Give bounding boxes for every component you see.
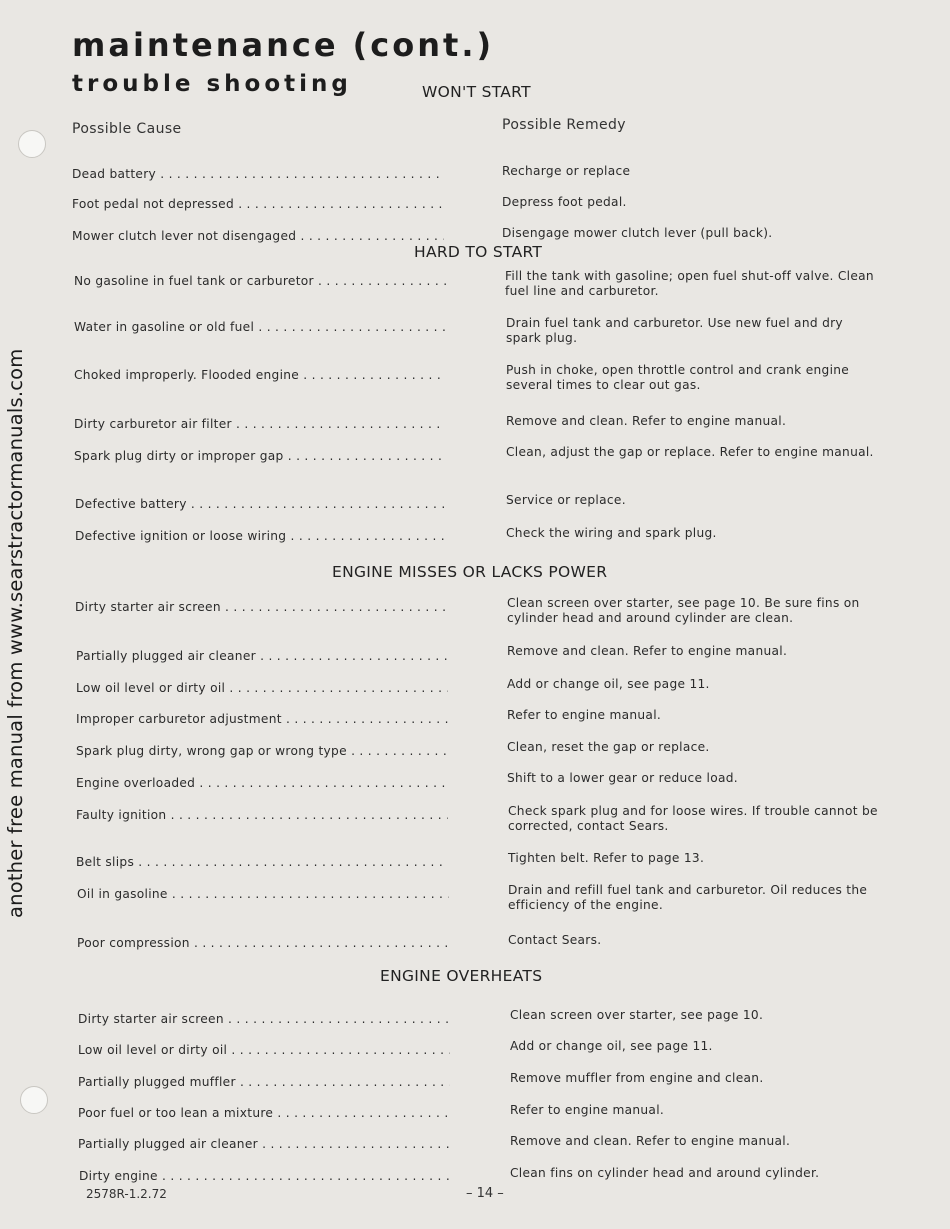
cause-text: Low oil level or dirty oil . . . [78, 1043, 450, 1057]
remedy-text: Check the wiring and spark plug. [506, 526, 717, 540]
remedy-text: Add or change oil, see page 11. [507, 677, 710, 691]
document-code: 2578R-1.2.72 [86, 1187, 167, 1201]
remedy-text: Clean fins on cylinder head and around cylinder. [510, 1166, 820, 1180]
remedy-text: Add or change oil, see page 11. [510, 1039, 713, 1053]
remedy-text: Contact Sears. [508, 933, 602, 947]
column-header-cause: Possible Cause [72, 121, 182, 137]
remedy-text: Remove and clean. Refer to engine manual. [506, 414, 787, 428]
remedy-text: Remove and clean. Refer to engine manual. [507, 644, 788, 658]
remedy-text: Push in choke, open throttle control and crank engine several times to clear out gas. [506, 363, 850, 392]
cause-text: Dirty engine . . . [79, 1169, 451, 1183]
remedy-text: Depress foot pedal. [502, 195, 627, 209]
remedy-text: Refer to engine manual. [507, 708, 662, 722]
remedy-text: Remove muffler from engine and clean. [510, 1071, 764, 1085]
cause-text: Water in gasoline or old fuel . . . [74, 320, 446, 334]
section-heading-hard-to-start: HARD TO START [414, 243, 543, 261]
cause-text: Choked improperly. Flooded engine . . . [74, 368, 446, 382]
cause-text: Faulty ignition . . . [76, 808, 448, 822]
cause-text: Dirty carburetor air filter . . . [74, 417, 446, 431]
remedy-text: Drain and refill fuel tank and carburetor. Oil reduces the efficiency of the engine. [508, 883, 868, 912]
remedy-text: Shift to a lower gear or reduce load. [507, 771, 738, 785]
remedy-text: Disengage mower clutch lever (pull back). [502, 226, 773, 240]
section-heading-engine-overheats: ENGINE OVERHEATS [380, 967, 543, 985]
cause-text: Dirty starter air screen . . . [75, 600, 447, 614]
page-subtitle: trouble shooting [72, 71, 352, 97]
cause-text: Dead battery . . . [72, 167, 444, 181]
remedy-text: Clean screen over starter, see page 10. Be sure fins on cylinder head and around cylinder are clean. [507, 596, 860, 625]
cause-text: Oil in gasoline . . . [77, 887, 449, 901]
binder-hole [18, 130, 46, 158]
cause-text: Poor compression . . . [77, 936, 449, 950]
cause-text: Improper carburetor adjustment . . . [76, 712, 448, 726]
cause-text: Spark plug dirty, wrong gap or wrong type . . . [76, 744, 448, 758]
cause-text: Engine overloaded . . . [76, 776, 448, 790]
remedy-text: Clean screen over starter, see page 10. [510, 1008, 764, 1022]
remedy-text: Check spark plug and for loose wires. If trouble cannot be corrected, contact Sears. [508, 804, 878, 833]
remedy-text: Fill the tank with gasoline; open fuel shut-off valve. Clean fuel line and carburetor. [505, 269, 874, 298]
cause-text: Foot pedal not depressed . . . [72, 197, 444, 211]
cause-text: Partially plugged air cleaner . . . [76, 649, 448, 663]
cause-text: Partially plugged muffler . . . [78, 1075, 450, 1089]
remedy-text: Recharge or replace [502, 164, 631, 178]
cause-text: Dirty starter air screen . . . [78, 1012, 450, 1026]
page-title: maintenance (cont.) [72, 26, 495, 64]
remedy-text: Clean, reset the gap or replace. [507, 740, 710, 754]
cause-text: Spark plug dirty or improper gap . . . [74, 449, 446, 463]
cause-text: Partially plugged air cleaner . . . [78, 1137, 450, 1151]
column-header-remedy: Possible Remedy [502, 117, 626, 133]
remedy-text: Refer to engine manual. [510, 1103, 665, 1117]
remedy-text: Remove and clean. Refer to engine manual. [510, 1134, 791, 1148]
remedy-text: Service or replace. [506, 493, 626, 507]
cause-text: Low oil level or dirty oil . . . [76, 681, 448, 695]
cause-text: Defective ignition or loose wiring . . . [75, 529, 447, 543]
cause-text: No gasoline in fuel tank or carburetor . . . [74, 274, 446, 288]
remedy-text: Tighten belt. Refer to page 13. [508, 851, 705, 865]
section-heading-wont-start: WON'T START [422, 83, 531, 101]
cause-text: Defective battery . . . [75, 497, 447, 511]
binder-hole [20, 1086, 48, 1114]
cause-text: Poor fuel or too lean a mixture . . . [78, 1106, 450, 1120]
cause-text: Mower clutch lever not disengaged . . . [72, 229, 444, 243]
page-number: – 14 – [466, 1186, 504, 1201]
section-heading-engine-misses: ENGINE MISSES OR LACKS POWER [332, 563, 608, 581]
cause-text: Belt slips . . . [76, 855, 448, 869]
remedy-text: Drain fuel tank and carburetor. Use new fuel and dry spark plug. [506, 316, 843, 345]
remedy-text: Clean, adjust the gap or replace. Refer to engine manual. [506, 445, 874, 459]
watermark-text: another free manual from www.searstractormanuals.com [4, 348, 27, 918]
